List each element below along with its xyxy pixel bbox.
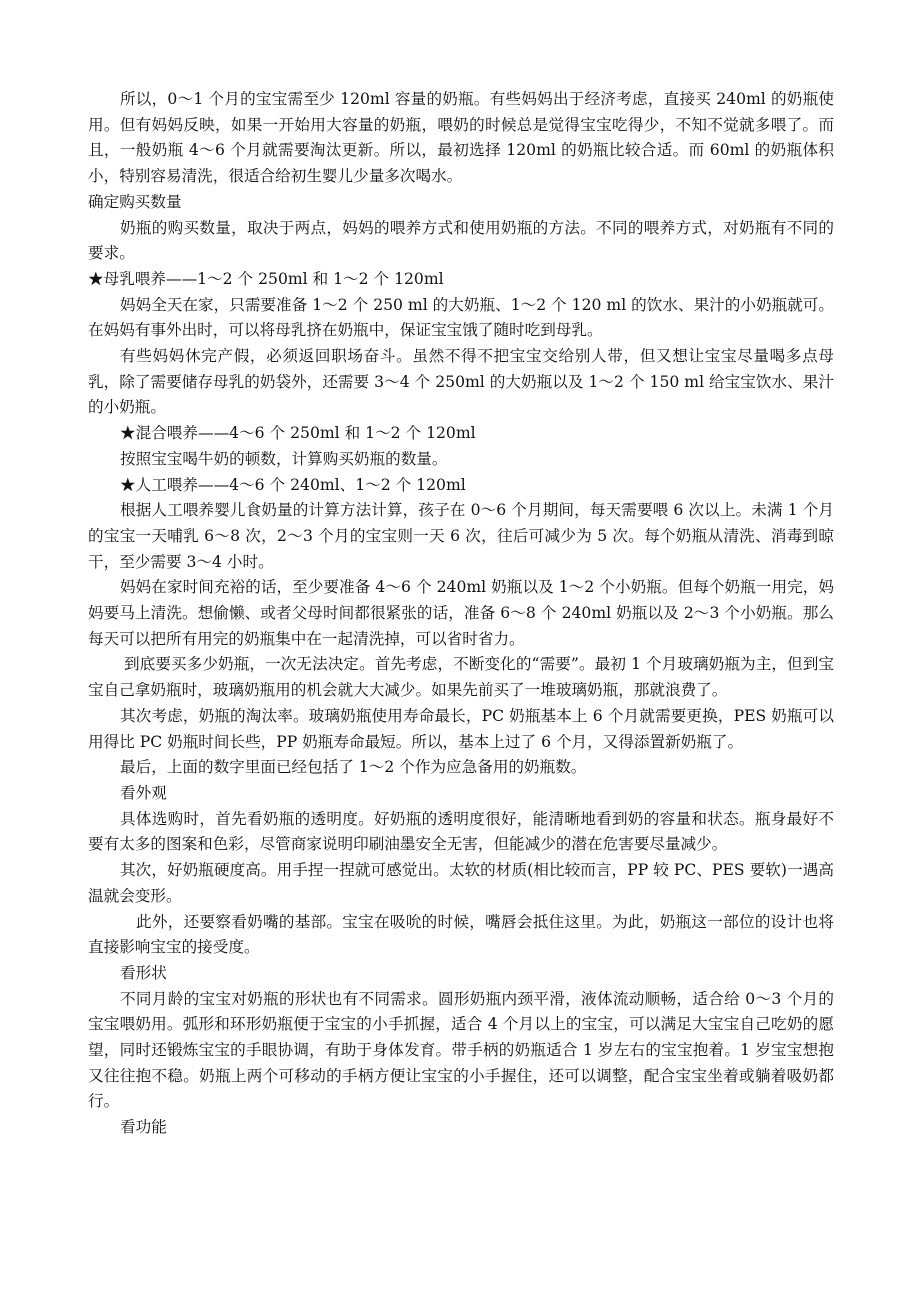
section-heading-shape: 看形状 [120, 963, 167, 982]
paragraph-nipple-base: 此外，还要察看奶嘴的基部。宝宝在吸吮的时候，嘴唇会抵住这里。为此，奶瓶这一部位的设计也将直接影响宝宝的接受度。 [88, 912, 834, 957]
paragraph-formula-quantity: 妈妈在家时间充裕的话，至少要准备 4～6 个 240ml 奶瓶以及 1～2 个小奶瓶。但每个奶瓶一用完，妈妈要马上清洗。想偷懒、或者父母时间都很紧张的话，准备 6～8 个 240ml 奶瓶以及 2～3 个小奶瓶。那么每天可以把所有用完的奶瓶集中在一起清洗掉，可以省时省力。 [88, 578, 834, 648]
paragraph-mixed-feeding: 按照宝宝喝牛奶的顿数，计算购买奶瓶的数量。 [120, 449, 448, 468]
subheading-breastfeeding: ★母乳喂养——1～2 个 250ml 和 1～2 个 120ml [88, 269, 444, 288]
section-heading-quantity: 确定购买数量 [88, 192, 182, 211]
paragraph-quantity-intro: 奶瓶的购买数量，取决于两点，妈妈的喂养方式和使用奶瓶的方法。不同的喂养方式，对奶瓶有不同的要求。 [88, 218, 834, 263]
paragraph-spare-bottles: 最后，上面的数字里面已经包括了 1～2 个作为应急备用的奶瓶数。 [120, 758, 587, 777]
subheading-mixed-feeding: ★混合喂养——4～6 个 250ml 和 1～2 个 120ml [120, 424, 476, 443]
paragraph-transparency: 具体选购时，首先看奶瓶的透明度。好奶瓶的透明度很好，能清晰地看到奶的容量和状态。瓶身最好不要有太多的图案和色彩，尽管商家说明印刷油墨安全无害，但能减少的潜在危害要尽量减少。 [88, 809, 834, 854]
paragraph-hardness: 其次，好奶瓶硬度高。用手捏一捏就可感觉出。太软的材质(相比较而言，PP 较 PC、PES 要软)一遇高温就会变形。 [88, 861, 834, 905]
paragraph-breastfeeding-home: 妈妈全天在家，只需要准备 1～2 个 250 ml 的大奶瓶、1～2 个 120 ml 的饮水、果汁的小奶瓶就可。在妈妈有事外出时，可以将母乳挤在奶瓶中，保证宝宝饿了随时吃到母乳。 [88, 295, 834, 340]
paragraph-formula-frequency: 根据人工喂养婴儿食奶量的计算方法计算，孩子在 0～6 个月期间，每天需要喂 6 次以上。未满 1 个月的宝宝一天哺乳 6～8 次，2～3 个月的宝宝则一天 6 次，往后可减少为 5 次。每个奶瓶从清洗、消毒到晾干，至少需要 3～4 小时。 [88, 501, 834, 571]
paragraph-breastfeeding-working: 有些妈妈休完产假，必须返回职场奋斗。虽然不得不把宝宝交给别人带，但又想让宝宝尽量喝多点母乳，除了需要储存母乳的奶袋外，还需要 3～4 个 250ml 的大奶瓶以及 1～2 个 150 ml 给宝宝饮水、果汁的小奶瓶。 [88, 347, 834, 417]
section-heading-function: 看功能 [120, 1118, 167, 1137]
paragraph-changing-needs: 到底要买多少奶瓶，一次无法决定。首先考虑，不断变化的“需要”。最初 1 个月玻璃奶瓶为主，但到宝宝自己拿奶瓶时，玻璃奶瓶用的机会就大大减少。如果先前买了一堆玻璃奶瓶，那就浪费了。 [88, 655, 834, 700]
paragraph-replacement-rate: 其次考虑，奶瓶的淘汰率。玻璃奶瓶使用寿命最长，PC 奶瓶基本上 6 个月就需要更换，PES 奶瓶可以用得比 PC 奶瓶时间长些，PP 奶瓶寿命最短。所以，基本上过了 6 个月，又得添置新奶瓶了。 [88, 706, 834, 751]
section-heading-appearance: 看外观 [120, 783, 167, 802]
subheading-formula-feeding: ★人工喂养——4～6 个 240ml、1～2 个 120ml [120, 475, 466, 494]
paragraph-first-months-bottle-size: 所以，0～1 个月的宝宝需至少 120ml 容量的奶瓶。有些妈妈出于经济考虑，直接买 240ml 的奶瓶使用。但有妈妈反映，如果一开始用大容量的奶瓶，喂奶的时候总是觉得宝宝吃得少，不知不觉就多喂了。而且，一般奶瓶 4～6 个月就需要淘汰更新。所以，最初选择 120ml 的奶瓶比较合适。而 60ml 的奶瓶体积小，特别容易清洗，很适合给初生婴儿少量多次喝水。 [88, 90, 834, 186]
paragraph-shape-by-age: 不同月龄的宝宝对奶瓶的形状也有不同需求。圆形奶瓶内颈平滑，液体流动顺畅，适合给 0～3 个月的宝宝喂奶用。弧形和环形奶瓶便于宝宝的小手抓握，适合 4 个月以上的宝宝，可以满足大宝宝自己吃奶的愿望，同时还锻炼宝宝的手眼协调，有助于身体发育。带手柄的奶瓶适合 1 岁左右的宝宝抱着。1 岁宝宝想抱又往往抱不稳。奶瓶上两个可移动的手柄方便让宝宝的小手握住，还可以调整，配合宝宝坐着或躺着吸奶都行。 [88, 989, 834, 1111]
